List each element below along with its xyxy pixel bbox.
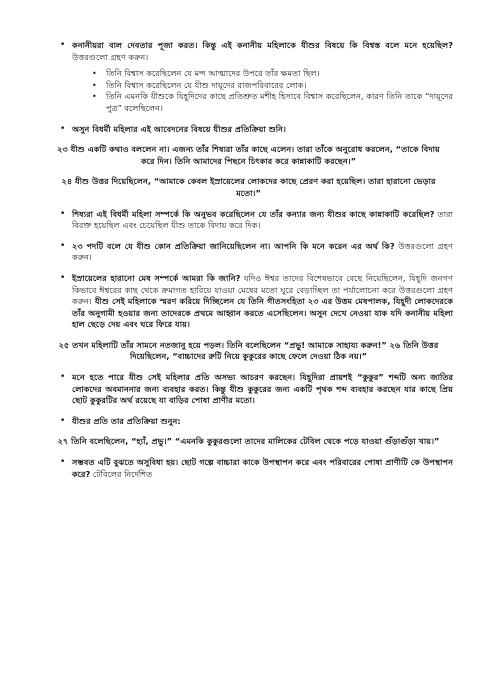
bold-question: ইস্রায়েলের হারানো মেষ সম্পর্কে আমরা কি জানি? — [72, 272, 241, 283]
bullet-icon: • — [92, 80, 97, 90]
scripture-quote: ২৩ যীশু একটি কথাও বললেন না। এজন্য তাঁর শিষ্যরা তাঁর কাছে এলেন। তারা তাঁকে অনুরোধ করলেন, “তাকে বিদায় করে দিন। তিনি আমাদের পিছনে চিৎকার করে কান্নাকাটি করছেন।” — [57, 144, 440, 166]
answer-text: তারা বিরক্ত হয়েছিল এবং চেয়েছিল যীশু তাকে বিদায় করে দিক। — [72, 208, 453, 231]
paragraph — [72, 40, 453, 63]
bullet-item — [60, 372, 453, 407]
paragraph: যীশুর প্রতি তার প্রতিক্রিয়া শুনুন: — [72, 415, 181, 426]
bullet-icon: • — [60, 457, 66, 468]
paragraph — [72, 209, 453, 232]
sub-bullet-item — [92, 68, 453, 80]
bullet-item — [60, 241, 453, 264]
scripture-quote: ২৭ তিনি বলেছিলেন, “হ্যাঁ, প্রভু।” “এমনকি কুকুরগুলো তাদের মালিকের টেবিল থেকে পড়ে যাওয়া গুঁড়াগুঁড়া খায়।” — [57, 436, 440, 447]
scripture-quote: ২৪ যীশু উত্তর দিয়েছিলেন, “আমাকে কেবল ইস্রায়েলের লোকদের কাছে প্রেরণ করা হয়েছিল। তারা হারানো ভেড়ার মতো।” — [61, 176, 436, 198]
bold-question: শিষ্যরা এই বিধর্মী মহিলা সম্পর্কে কি অনুভব করেছিলেন যে তাঁর কন্যার জন্য যীশুর কাছে কান্নাকাটি করেছিল? — [72, 208, 435, 219]
bullet-icon: • — [92, 92, 97, 102]
bullet-icon: • — [60, 123, 66, 134]
sub-bullet-item — [92, 80, 453, 92]
bold-question: ২৩ পদটি বলে যে যীশু কোন প্রতিক্রিয়া জানিয়েছিলেন না। আপনি কি মনে করেন এর অর্থ কি? — [72, 240, 395, 251]
bullet-icon: • — [92, 69, 97, 79]
bullet-item — [60, 209, 453, 232]
explanation-text: যদিও ঈশ্বর তাদের বিশেষভাবে বেছে নিয়েছিলেন, যিহূদি জনগণ কিভাবে ঈশ্বরের কাছ থেকে ক্রমাগত হারিয়ে যাওয়া মেষের মতো ঘুরে বেড়াচ্ছিল তা পর্যালোচনা করে উত্তরগুলো গ্রহণ করুন। — [72, 272, 454, 307]
bullet-icon: • — [60, 40, 66, 50]
bullet-icon: • — [60, 415, 66, 426]
bullet-icon: • — [60, 208, 66, 219]
paragraph — [72, 273, 453, 331]
bullet-icon: • — [60, 240, 66, 251]
bullet-item — [60, 124, 453, 136]
bullet-item — [60, 416, 453, 428]
sub-bullet-text: তিনি বিশ্বাস করেছিলেন যে যীশু দায়ূদের রাজপরিবারের লোক। — [106, 79, 307, 90]
paragraph: অসুন বিধর্মী মহিলার এই আবেদনের বিষয়ে যীশুর প্রতিক্রিয়া শুনি। — [72, 123, 286, 134]
paragraph: মনে হতে পারে যীশু সেই মহিলার প্রতি অসভ্য আচরণ করছেন। যিহূদিরা প্রায়শই “কুকুর” শব্দটি অন্য জাতির লোকদের অবমাননার জন্য ব্যবহার করত। কিন্তু যীশু কুকুরের জন্য একটি পৃথক শব্দ ব্যবহার করছেন যার কাছে প্রিয় ছোট কুকুরটির অর্থ রয়েছে যা বাড়ির পোষা প্রাণীর মতো। — [72, 372, 453, 406]
bold-question: সম্ভবত এটি বুঝতে অসুবিধা হয়। ছোট গল্পে বাচ্চারা কাকে উপস্থাপন করে এবং পরিবারের পোষা প্রাণীটি কে উপস্থাপন করে? — [72, 457, 453, 479]
paragraph — [72, 457, 453, 480]
sub-bullet-text: তিনি এমনকি যীশুকে যিহূদিদের কাছে প্রতিশ্রুত মশীহ হিসাবে বিশ্বাস করেছিলেন, কারণ তিনি তাকে “দায়ূদের পুত্র” বলেছিলেন। — [106, 91, 453, 113]
bullet-icon: • — [60, 372, 66, 383]
bullet-item — [60, 40, 453, 63]
bullet-icon: • — [60, 272, 66, 283]
instruction-text: উত্তরগুলো গ্রহণ করুন। — [72, 240, 453, 263]
paragraph — [72, 241, 453, 264]
instruction-text: উত্তরগুলো গ্রহণ করুন। — [72, 51, 149, 62]
sub-bullet-item — [92, 91, 453, 114]
instruction-text: টেবিলের নির্দেশিত — [90, 468, 153, 479]
sub-bullet-text: তিনি বিশ্বাস করেছিলেন যে মন্দ আত্মাদের উপরে তাঁর ক্ষমতা ছিল। — [106, 68, 320, 79]
bullet-item — [60, 273, 453, 331]
bold-explanation: যীশু সেই মহিলাকে স্মরণ করিয়ে দিচ্ছিলেন যে তিনি গীতসংহিতা ২৩ এর উত্তম মেষপালক, যিহূদী লোকদেরকে তাঁর অনুগামী হওয়ার জন্য তাদেরকে প্রথমে আহ্বান করতে এসেছিলেন। অসুন দেখে নেওয়া যাক যদি কনানীয় মহিলা হাল ছেড়ে দেয় এবং ঘরে ফিরে যায়। — [72, 296, 453, 330]
bullet-item — [60, 457, 453, 480]
bold-question: কনানীয়রা বাল দেবতার পূজা করত। কিন্তু এই কনানীয় মহিলাকে যীশুর বিষয়ে কি বিশ্বস্ত বলে মনে হয়েছিল? — [72, 40, 453, 50]
scripture-quote: ২৫ তখন মহিলাটি তাঁর সামনে নতজানু হয়ে পড়ল। তিনি বলেছিলেন “প্রভু! আমাকে সাহায্য করুন!” ২৬ তিনি উত্তর দিয়েছিলেন, “বাচ্চাদের রুটি নিয়ে কুকুরের কাছে ফেলে দেওয়া ঠিক নয়।” — [58, 339, 439, 362]
